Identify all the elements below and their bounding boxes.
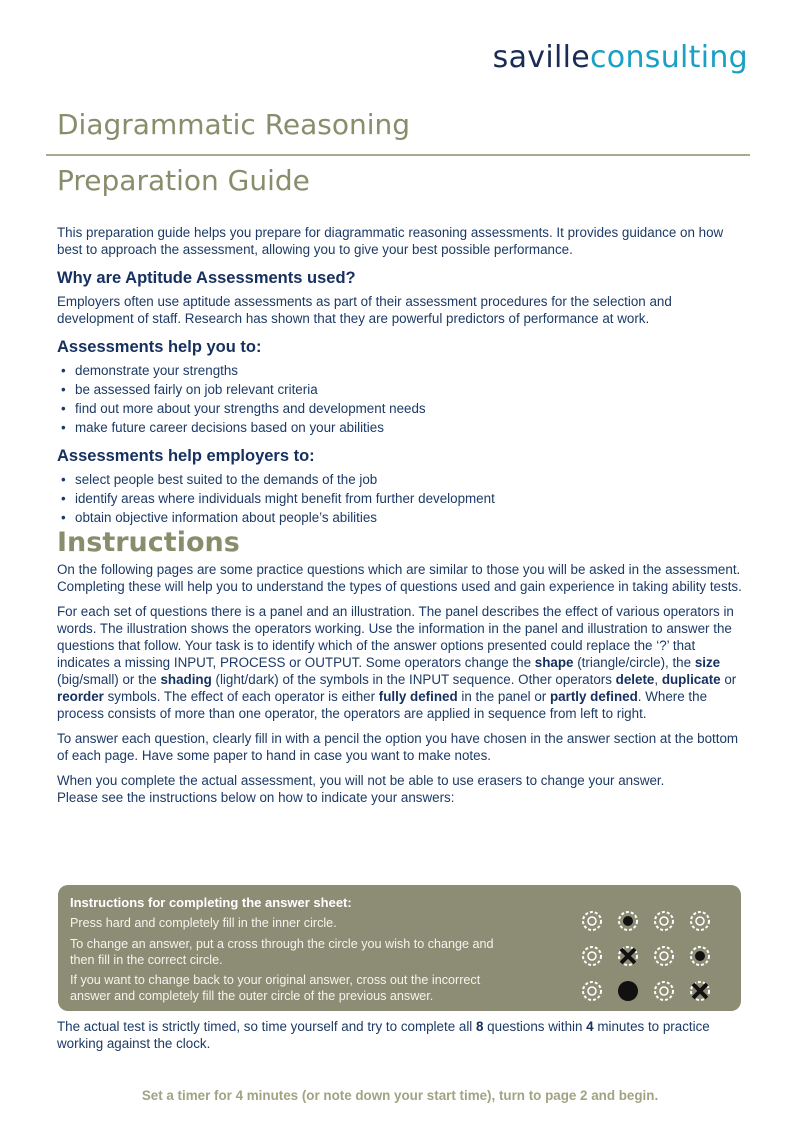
empty-answer-circle-icon: [581, 980, 603, 1002]
help-you-heading: Assessments help you to:: [57, 338, 262, 356]
filled-outer-circle-icon: [617, 980, 639, 1002]
help-employers-list: [57, 471, 743, 526]
crossed-out-circle-icon: [689, 980, 711, 1002]
empty-answer-circle-icon: [689, 910, 711, 932]
example-row-2-circles: [581, 945, 711, 967]
answer-sheet-instructions-panel: [58, 885, 741, 1011]
panel-row-1: Press hard and completely fill in the inner circle.: [70, 916, 337, 930]
instructions-paragraph-4: When you complete the actual assessment, you will not be able to use erasers to change your answer. Please see the instructions below on how to indicate your answers:: [57, 773, 665, 805]
footer-instruction: Set a timer for 4 minutes (or note down your start time), turn to page 2 and begin.: [141, 1088, 659, 1103]
document-title: Diagrammatic Reasoning: [57, 108, 411, 141]
example-row-3-circles: [581, 980, 711, 1002]
why-heading: Why are Aptitude Assessments used?: [57, 269, 356, 287]
panel-row-3: If you want to change back to your original answer, cross out the incorrect answer and completely fill the outer circle of the previous answer.: [70, 973, 481, 1003]
example-row-1-circles: [581, 910, 711, 932]
filled-inner-circle-icon: [689, 945, 711, 967]
list-item: • find out more about your strengths and development needs: [75, 400, 743, 417]
list-item: • select people best suited to the demands of the job: [75, 471, 743, 488]
empty-answer-circle-icon: [581, 945, 603, 967]
instructions-paragraph-2: For each set of questions there is a panel and an illustration. The panel describes the effect of various operators in words. The illustration shows the operators working. Use the information in the panel and illustration to answer the questions that follow. Your task is to identify which of the answer options presented could replace the ‘?’ that indicates a missing INPUT, PROCESS or OUTPUT. Some operators change the shape (triangle/circle), the size (big/small) or the shading (light/dark) of the symbols in the INPUT sequence. Other operators delete, duplicate or reorder symbols. The effect of each operator is either fully defined in the panel or partly defined. Where the process consists of more than one operator, the operators are applied in sequence from left to right.: [57, 604, 737, 721]
list-item: • obtain objective information about people’s abilities: [75, 509, 743, 526]
list-item: • make future career decisions based on your abilities: [75, 419, 743, 436]
intro-paragraph: This preparation guide helps you prepare for diagrammatic reasoning assessments. It provides guidance on how best to approach the assessment, allowing you to give your best possible performance.: [57, 225, 724, 257]
help-employers-heading: Assessments help employers to:: [57, 447, 315, 465]
list-item: • be assessed fairly on job relevant criteria: [75, 381, 743, 398]
list-item: • demonstrate your strengths: [75, 362, 743, 379]
crossed-out-circle-icon: [617, 945, 639, 967]
panel-title: Instructions for completing the answer sheet:: [70, 895, 352, 910]
empty-answer-circle-icon: [653, 945, 675, 967]
help-you-list: [57, 362, 743, 436]
instructions-paragraph-1: On the following pages are some practice questions which are similar to those you will be asked in the assessment. Completing these will help you to understand the types of questions used and gain experience in taking ability tests.: [57, 562, 742, 594]
filled-inner-circle-icon: [617, 910, 639, 932]
empty-answer-circle-icon: [653, 980, 675, 1002]
saville-consulting-logo: savilleconsulting: [492, 40, 748, 75]
instructions-heading: Instructions: [57, 527, 240, 558]
timing-paragraph: The actual test is strictly timed, so time yourself and try to complete all 8 questions within 4 minutes to practice working against the clock.: [57, 1019, 710, 1051]
list-item: • identify areas where individuals might benefit from further development: [75, 490, 743, 507]
instructions-paragraph-3: To answer each question, clearly fill in with a pencil the option you have chosen in the answer section at the bottom of each page. Have some paper to hand in case you want to make notes.: [57, 731, 739, 763]
document-subtitle: Preparation Guide: [57, 164, 310, 197]
title-divider: [46, 154, 750, 156]
main-content: [57, 224, 743, 814]
empty-answer-circle-icon: [653, 910, 675, 932]
empty-answer-circle-icon: [581, 910, 603, 932]
why-paragraph: Employers often use aptitude assessments as part of their assessment procedures for the selection and development of staff. Research has shown that they are powerful predictors of performance at work.: [57, 294, 672, 326]
panel-row-2: To change an answer, put a cross through the circle you wish to change and then fill in the correct circle.: [70, 937, 494, 967]
